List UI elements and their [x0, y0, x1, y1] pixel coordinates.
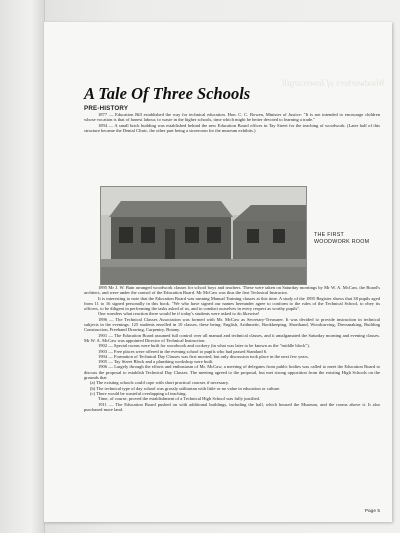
- body-paragraph: 1904 — Formation of Technical Day Classes was first mooted, but only discussion took place in the next few years.: [98, 353, 309, 359]
- photo-caption: [314, 232, 369, 246]
- page-title: A Tale Of Three Schools: [84, 84, 251, 103]
- section-heading: PRE-HISTORY: [84, 105, 129, 112]
- booklet-page: [44, 22, 392, 522]
- body-paragraph: 1902 — Special rooms were built for woodwork and cookery (in what was later to be known as the "middle block").: [98, 343, 310, 349]
- body-paragraph: 1911 — The Education Board pushed on with additional buildings, including the hall, which housed the Museum, and the rooms above it. It also purchased more land.: [84, 401, 380, 412]
- caption-line: THE FIRST: [314, 232, 345, 238]
- body-paragraph: 1906 — Largely through the efforts and enthusiasm of Mr. McCaw, a meeting of delegates from public bodies was called to meet the Education Board to discuss the proposal to establish Technical Day Classes. The meeting agreed to the proposal, but met strong opposition from the existing High Schools on the grounds that: [84, 364, 380, 381]
- main-text: [84, 285, 380, 412]
- body-paragraph: 1903 — Free places were offered in the evening school to pupils who had passed Standard 6.: [98, 348, 268, 354]
- body-paragraph: 1895 Mr J. W. Bain arranged woodwork classes for school boys and teachers. These were taken on Saturday mornings by Mr W. A. McCaw, the Board's architect, and were under the control of the Education Board. Mr McCaw was thus the first Technical Instructor.: [84, 285, 380, 296]
- caption-line: WOODWORK ROOM: [314, 239, 370, 245]
- page-number: Page 5: [364, 509, 380, 514]
- body-paragraph: One wonders what reaction there would be if today's students were asked to do likewise!: [98, 311, 260, 317]
- body-paragraph: 1901 — The Education Board assumed full control over all manual and technical classes, and it amalgamated the Saturday morning and evening classes. Mr W. A. McCaw was appointed Director of Technical Instruction.: [84, 332, 380, 343]
- intro-paragraph: 1894 — A small brick building was established behind the new Education Board offices in Tay Street for the teaching of woodwork. (Later half of this structure became the Dental Clinic, the other part being a storeroom for the museum exhibits.): [84, 122, 380, 133]
- facing-page-edge: [0, 0, 45, 533]
- body-paragraph: Time, of course, proved the establishment of a Technical High School was fully justified.: [98, 396, 261, 402]
- body-paragraph: (b) The technical type of day school was grossly utilitarian with little or no value in education or culture.: [90, 385, 281, 391]
- show-through-text: Woodworkers of Invercargill: [282, 78, 385, 88]
- body-paragraph: 1896 — The Technical Classes Association was formed with Mr. McCaw as Secretary-Treasurer. It was decided to provide instruction in technical subjects in the evenings. 125 students enrolled in 10 classes, these being: English, Arithmetic, Bookkeeping, Shorthand, Woodcarving, Dressmaking, Building Construction, Freehand Drawing, Carpentry, Botany.: [84, 316, 380, 333]
- intro-text: [84, 112, 380, 133]
- body-paragraph: It is interesting to note that the Education Board was running Manual Training classes at this time. A study of the 1895 Register shows that 38 pupils aged from 11 to 16 signed personally in this book. "We who have signed our names hereunder agree to conform to the rules of the Technical School, to obey its officers, to be diligent in performing the tasks asked of us, and to conduct ourselves in every respect as worthy pupils".: [84, 295, 380, 312]
- body-paragraph: (a) The existing schools could cope with short practical courses if necessary.: [90, 380, 230, 386]
- building-photo-image: [101, 187, 306, 284]
- intro-paragraph: 1877 — Education Bill established the way for technical education. Hon. C. C. Bowen, Minister of Justice: "It is not intended to encourage children whose vocation is that of honest labour, to waste in the higher schools, time which might be better devoted to learning a trade.": [84, 112, 380, 123]
- woodwork-room-photo: [100, 186, 307, 285]
- body-paragraph: 1905 — Tay Street Block and a plumbing workshop were built.: [98, 359, 214, 365]
- body-paragraph: (c) There would be wasteful overlapping of teaching.: [90, 390, 187, 396]
